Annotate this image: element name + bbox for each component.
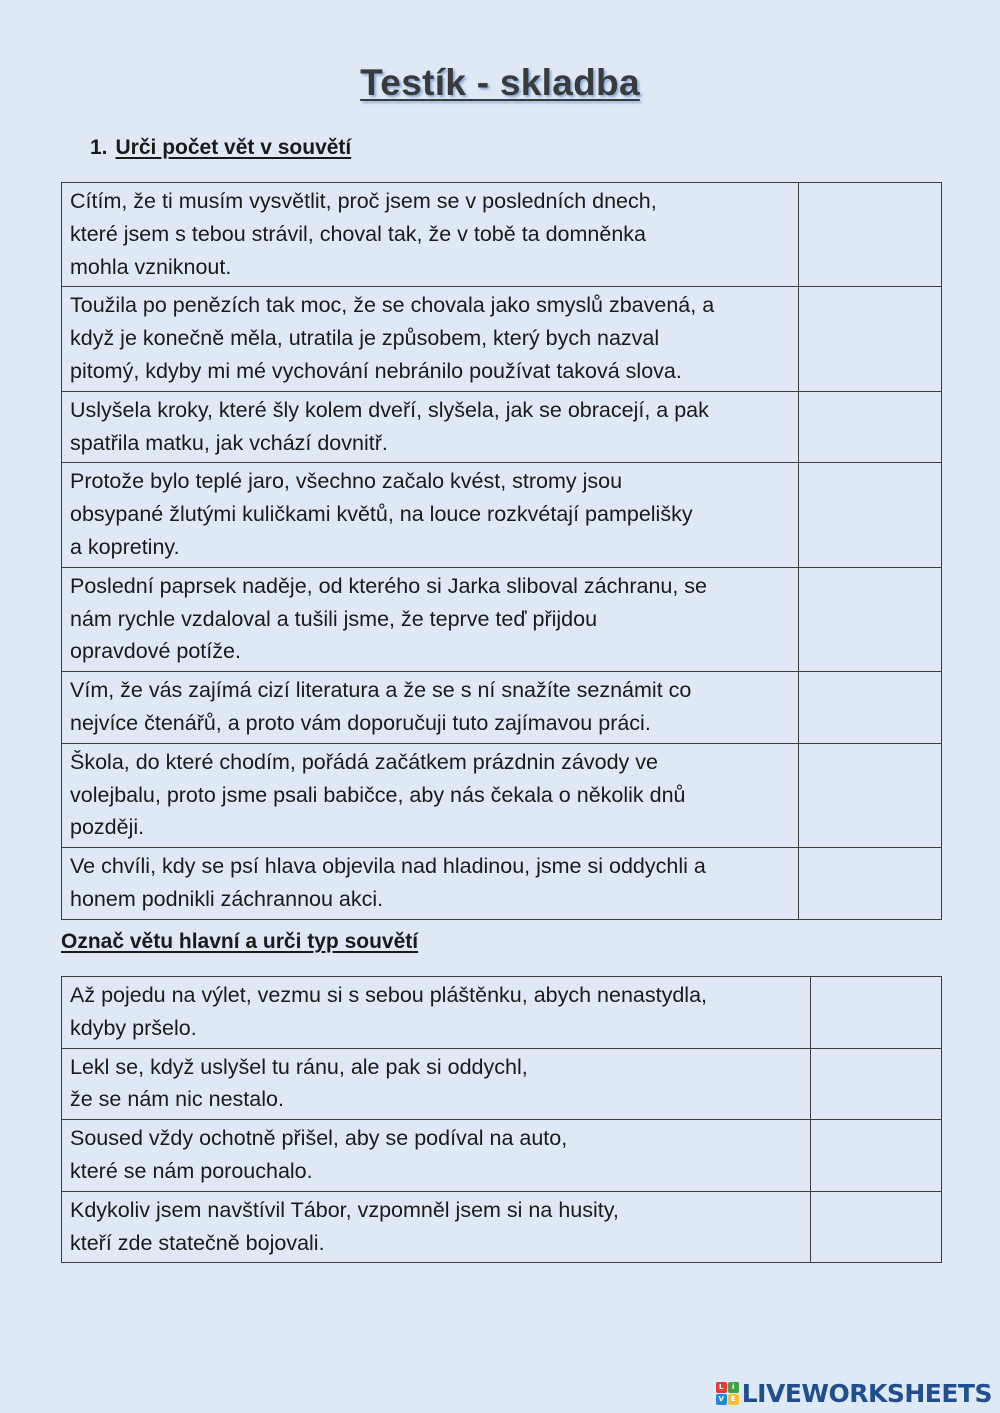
sentence-cell: Cítím, že ti musím vysvětlit, proč jsem se v posledních dnech, které jsem s tebou strávil, choval tak, že v tobě ta domněnka mohla vzniknout. bbox=[62, 183, 799, 287]
answer-box[interactable] bbox=[799, 567, 942, 671]
answer-box[interactable] bbox=[811, 1120, 942, 1192]
sentence-cell: Ve chvíli, kdy se psí hlava objevila nad hladinou, jsme si oddychli a honem podnikli záchrannou akci. bbox=[62, 848, 799, 920]
logo-mark-tile: V bbox=[716, 1394, 727, 1405]
section-2-heading-text: Označ větu hlavní a urči typ souvětí bbox=[61, 930, 419, 953]
sentence-cell: Soused vždy ochotně přišel, aby se podíval na auto, které se nám porouchalo. bbox=[62, 1120, 811, 1192]
table-row bbox=[62, 1048, 942, 1120]
section-2-heading bbox=[61, 930, 418, 954]
answer-box[interactable] bbox=[799, 391, 942, 463]
table-row bbox=[62, 567, 942, 671]
page-title: Testík - skladba bbox=[360, 62, 640, 103]
sentence-cell: Poslední paprsek naděje, od kterého si Jarka sliboval záchranu, se nám rychle vzdaloval a tušili jsme, že teprve teď přijdou opravdové potíže. bbox=[62, 567, 799, 671]
sentence-cell: Vím, že vás zajímá cizí literatura a že se s ní snažíte seznámit co nejvíce čtenářů, a proto vám doporučuji tuto zajímavou práci. bbox=[62, 672, 799, 744]
logo-mark-tile: i bbox=[728, 1382, 739, 1393]
table-row bbox=[62, 183, 942, 287]
answer-box[interactable] bbox=[799, 183, 942, 287]
answer-box[interactable] bbox=[811, 1048, 942, 1120]
section-1-heading-text: Urči počet vět v souvětí bbox=[115, 136, 352, 159]
answer-box[interactable] bbox=[811, 977, 942, 1049]
table-row bbox=[62, 391, 942, 463]
table-row bbox=[62, 1120, 942, 1192]
answer-box[interactable] bbox=[799, 672, 942, 744]
logo-mark-tile: E bbox=[728, 1394, 739, 1405]
sentence-cell: Toužila po penězích tak moc, že se chovala jako smyslů zbavená, a když je konečně měla, utratila je způsobem, který bych nazval pitomý, kdyby mi mé vychování nebránilo používat taková slova. bbox=[62, 287, 799, 391]
clause-type-table bbox=[61, 976, 942, 1263]
answer-box[interactable] bbox=[799, 287, 942, 391]
table-row bbox=[62, 463, 942, 567]
table-row bbox=[62, 1191, 942, 1263]
sentence-cell: Uslyšela kroky, které šly kolem dveří, slyšela, jak se obracejí, a pak spatřila matku, jak vchází dovnitř. bbox=[62, 391, 799, 463]
table-row bbox=[62, 977, 942, 1049]
logo-mark-tile: L bbox=[716, 1382, 727, 1393]
sentence-cell: Lekl se, když uslyšel tu ránu, ale pak si oddychl, že se nám nic nestalo. bbox=[62, 1048, 811, 1120]
sentence-cell: Protože bylo teplé jaro, všechno začalo kvést, stromy jsou obsypané žlutými kuličkami květů, na louce rozkvétají pampelišky a kopretiny. bbox=[62, 463, 799, 567]
answer-box[interactable] bbox=[811, 1191, 942, 1263]
table-row bbox=[62, 287, 942, 391]
liveworksheets-logo-text: LIVEWORKSHEETS bbox=[741, 1378, 992, 1408]
answer-box[interactable] bbox=[799, 463, 942, 567]
answer-box[interactable] bbox=[799, 848, 942, 920]
table-row bbox=[62, 672, 942, 744]
section-1-number: 1. bbox=[90, 136, 108, 159]
sentence-cell: Až pojedu na výlet, vezmu si s sebou pláštěnku, abych nenastydla, kdyby pršelo. bbox=[62, 977, 811, 1049]
sentence-cell: Škola, do které chodím, pořádá začátkem prázdnin závody ve volejbalu, proto jsme psali babičce, aby nás čekala o několik dnů později. bbox=[62, 743, 799, 847]
liveworksheets-logo[interactable] bbox=[716, 1379, 992, 1407]
answer-box[interactable] bbox=[799, 743, 942, 847]
section-1-heading bbox=[90, 136, 351, 160]
sentence-cell: Kdykoliv jsem navštívil Tábor, vzpomněl jsem si na husity, kteří zde statečně bojovali. bbox=[62, 1191, 811, 1263]
sentence-count-table bbox=[61, 182, 942, 920]
table-row bbox=[62, 848, 942, 920]
table-row bbox=[62, 743, 942, 847]
liveworksheets-logo-icon bbox=[716, 1382, 739, 1405]
